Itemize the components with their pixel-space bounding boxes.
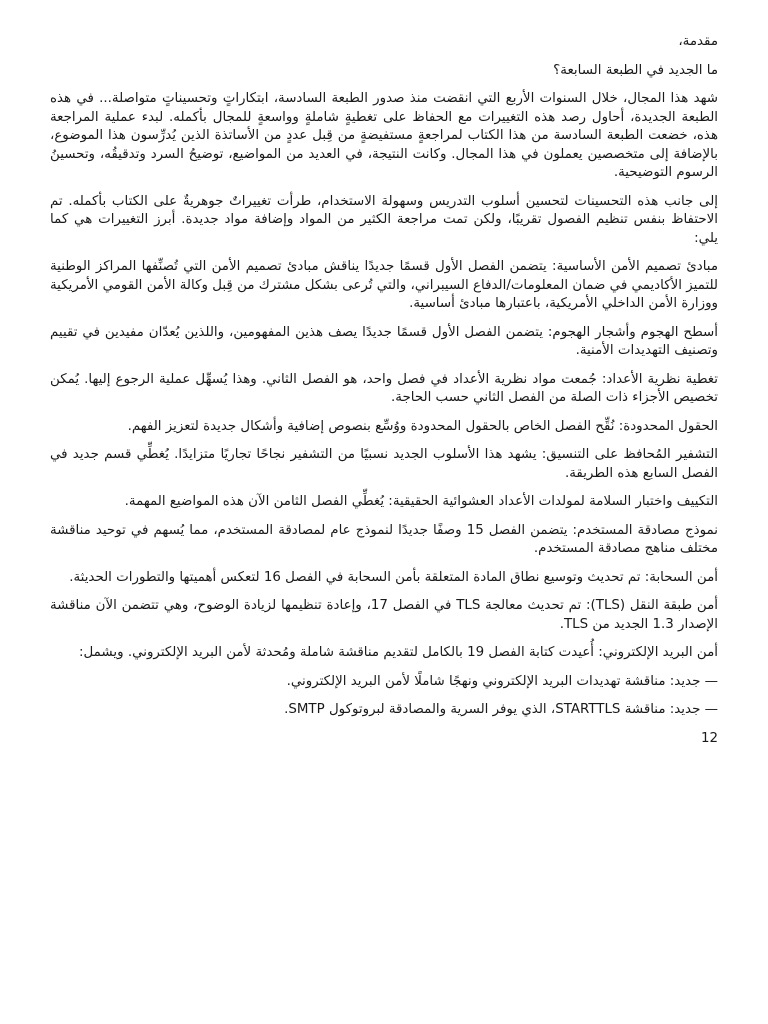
paragraph-trng-testing: التكييف واختبار السلامة لمولدات الأعداد العشوائية الحقيقية: يُغطِّي الفصل الثامن الآن هذه المواضيع المهمة. — [124, 494, 718, 509]
intro-heading: مقدمة، — [678, 34, 718, 49]
list-item-email-threats: — جديد: مناقشة تهديدات البريد الإلكتروني ونهجًا شاملًا لأمن البريد الإلكتروني. — [286, 673, 718, 689]
paragraph-tls: أمن طبقة النقل (TLS): تم تحديث معالجة TLS في الفصل 17، وإعادة تنظيمها لزيادة الوضوح، وهي تتضمن الآن مناقشة الإصدار 1.3 الجديد من TLS. — [50, 598, 718, 632]
paragraph-changes-overview: إلى جانب هذه التحسينات لتحسين أسلوب التدريس وسهولة الاستخدام، طرأت تغييراتٌ جوهريةٌ على الكتاب بأكمله. تم الاحتفاظ بنفس تنظيم الفصول تقريبًا، ولكن تمت مراجعة الكثير من المواد وإضافة مواد جديدة. أبرز التغييرات هي كما يلي: — [50, 193, 718, 246]
paragraph-intro: شهد هذا المجال، خلال السنوات الأربع التي انقضت منذ صدور الطبعة السادسة، ابتكاراتٍ وتحسيناتٍ متواصلة... في هذه الطبعة الجديدة، أحاول رصد هذه التغييرات مع الحفاظ على تغطيةٍ شاملةٍ وواسعةٍ للمجال بأكمله. لبدء عملية المراجعة هذه، خضعت الطبعة السادسة من هذا الكتاب لمراجعةٍ مستفيضةٍ من قِبل عددٍ من الأساتذة الذين يُدرِّسون هذا الموضوع، بالإضافة إلى متخصصين يعملون في هذا المجال. وكانت النتيجة، في العديد من المواضيع، توضيحُ السرد وتدقيقُه، وتحسينُ الرسوم التوضيحية. — [50, 91, 718, 180]
paragraph-cloud-security: أمن السحابة: تم تحديث وتوسيع نطاق المادة المتعلقة بأمن السحابة في الفصل 16 لتعكس أهميتها والتطورات الحديثة. — [69, 569, 718, 585]
paragraph-format-preserving-encryption: التشفير المُحافظ على التنسيق: يشهد هذا الأسلوب الجديد نسبيًا من التشفير نجاحًا تجاريًا متزايدًا. يُغطِّي قسم جديد في الفصل السابع هذه الطريقة. — [50, 447, 718, 481]
page-number: 12 — [700, 730, 718, 746]
document-page — [50, 33, 718, 748]
paragraph-finite-fields: الحقول المحدودة: نُقِّح الفصل الخاص بالحقول المحدودة ووُسِّع بنصوص إضافية وأشكال جديدة لتعزيز الفهم. — [127, 418, 718, 434]
paragraph-attack-surfaces: أسطح الهجوم وأشجار الهجوم: يتضمن الفصل الأول قسمًا جديدًا يصف هذين المفهومين، واللذين يُعدّان مفيدين في تقييم وتصنيف التهديدات الأمنية. — [50, 324, 718, 358]
paragraph-security-design-principles: مبادئ تصميم الأمن الأساسية: يتضمن الفصل الأول قسمًا جديدًا يناقش مبادئ تصميم الأمن التي تُصنِّفها المراكز الوطنية للتميز الأكاديمي في ضمان المعلومات/الدفاع السيبراني، والتي تُرعى بشكل مشترك من قِبل وكالة الأمن القومي الأمريكية ووزارة الأمن الداخلي الأمريكية، باعتبارها مبادئ أساسية. — [50, 259, 718, 311]
paragraph-number-theory: تغطية نظرية الأعداد: جُمعت مواد نظرية الأعداد في فصل واحد، هو الفصل الثاني. وهذا يُسهِّل عملية الرجوع إليها. يُمكن تخصيص الأجزاء ذات الصلة من الفصل الثاني حسب الحاجة. — [50, 371, 718, 405]
list-item-starttls: — جديد: مناقشة STARTTLS، الذي يوفر السرية والمصادقة لبروتوكول SMTP. — [284, 702, 718, 717]
paragraph-user-authentication: نموذج مصادقة المستخدم: يتضمن الفصل 15 وصفًا جديدًا لنموذج عام لمصادقة المستخدم، مما يُسهم في توحيد مناقشة مختلف مناهج مصادقة المستخدم. — [50, 522, 718, 556]
paragraph-email-security: أمن البريد الإلكتروني: أُعيدت كتابة الفصل 19 بالكامل لتقديم مناقشة شاملة ومُحدثة لأمن البريد الإلكتروني. ويشمل: — [79, 645, 718, 660]
section-subheading: ما الجديد في الطبعة السابعة؟ — [553, 62, 718, 78]
